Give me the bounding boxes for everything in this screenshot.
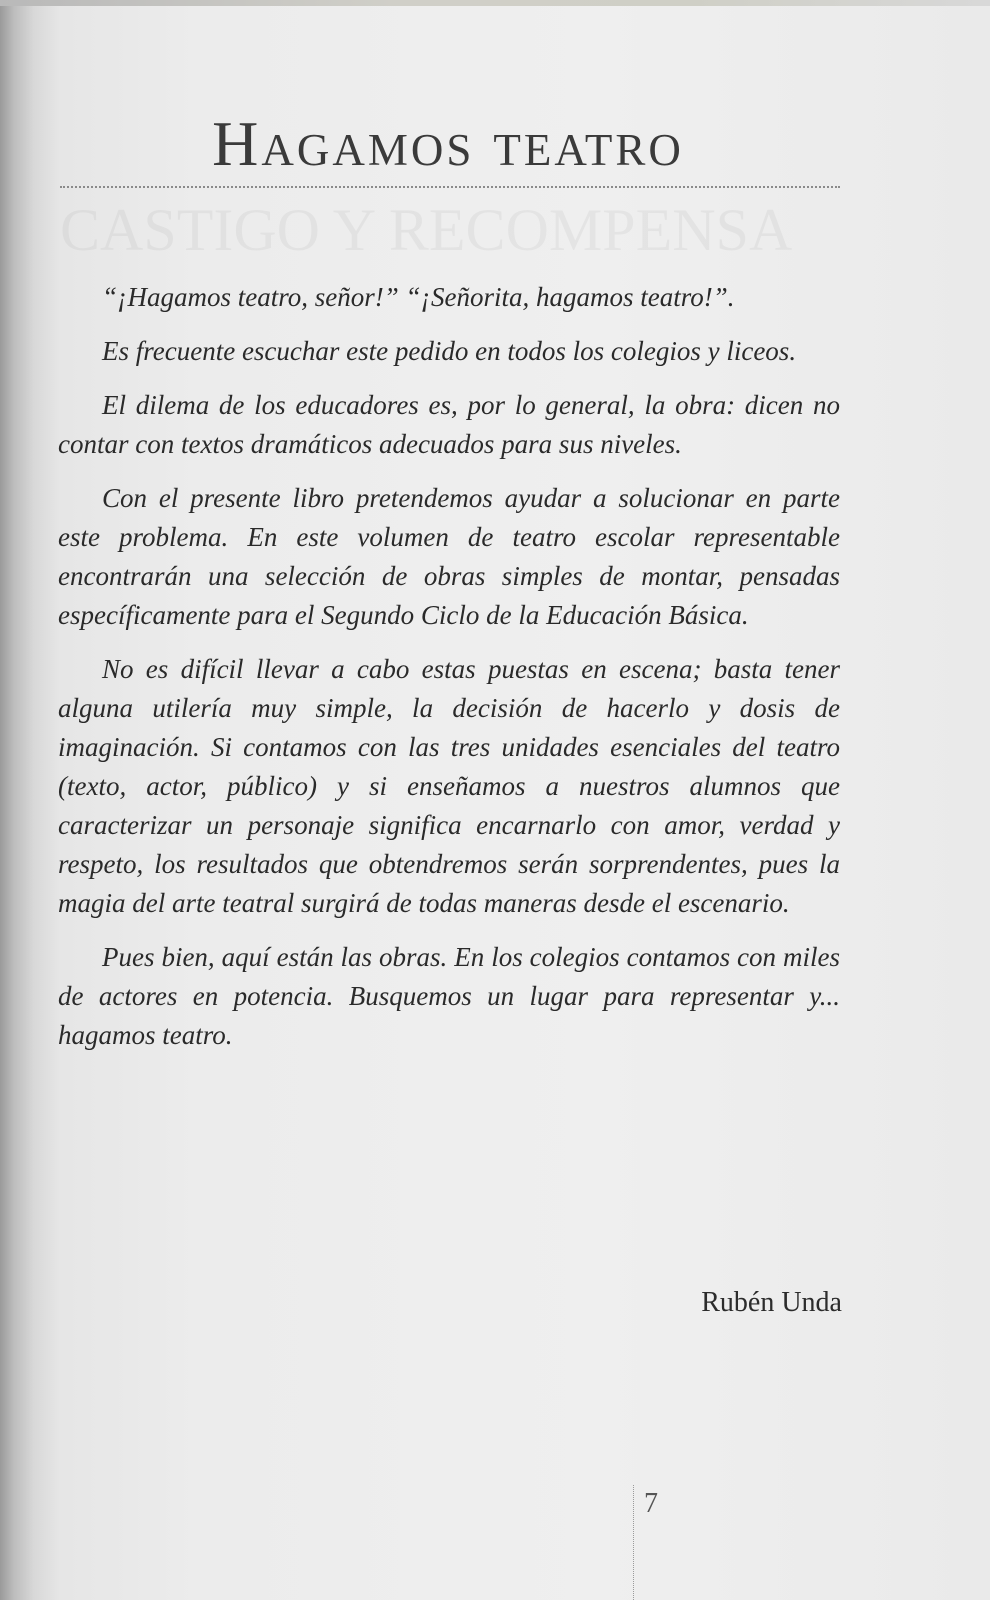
page-title: Hagamos teatro (212, 108, 684, 179)
author-signature: Rubén Unda (701, 1287, 842, 1318)
paragraph: Es frecuente escuchar este pedido en todos los colegios y liceos. (102, 336, 797, 366)
title-divider (60, 186, 840, 188)
top-edge (0, 0, 990, 6)
paragraph: Pues bien, aquí están las obras. En los colegios contamos con miles de actores en potencia. Busquemos un lugar para representar y... hagamos teatro. (58, 942, 840, 1050)
paragraph: El dilema de los educadores es, por lo general, la obra: dicen no contar con textos dramáticos adecuados para sus niveles. (58, 390, 840, 459)
paragraph: No es difícil llevar a cabo estas puestas en escena; basta tener alguna utilería muy simple, la decisión de hacerlo y dosis de imaginación. Si contamos con las tres unidades esenciales del teatro (texto, actor, público) y si enseñamos a nuestros alumnos que caracterizar un personaje significa encarnarlo con amor, verdad y respeto, los resultados que obtendremos serán sorprendentes, pues la magia del arte teatral surgirá de todas maneras desde el escenario. (58, 654, 840, 918)
show-through-text (60, 196, 792, 265)
paragraph: Con el presente libro pretendemos ayudar a solucionar en parte este problema. En este volumen de teatro escolar representable encontrarán una selección de obras simples de montar, pensadas específicamente para el Segundo Ciclo de la Educación Básica. (58, 483, 840, 630)
paragraph: “¡Hagamos teatro, señor!” “¡Señorita, hagamos teatro!”. (102, 282, 735, 312)
page-number-divider (633, 1485, 634, 1600)
preface-text (58, 278, 840, 1070)
page-number: 7 (644, 1488, 658, 1519)
